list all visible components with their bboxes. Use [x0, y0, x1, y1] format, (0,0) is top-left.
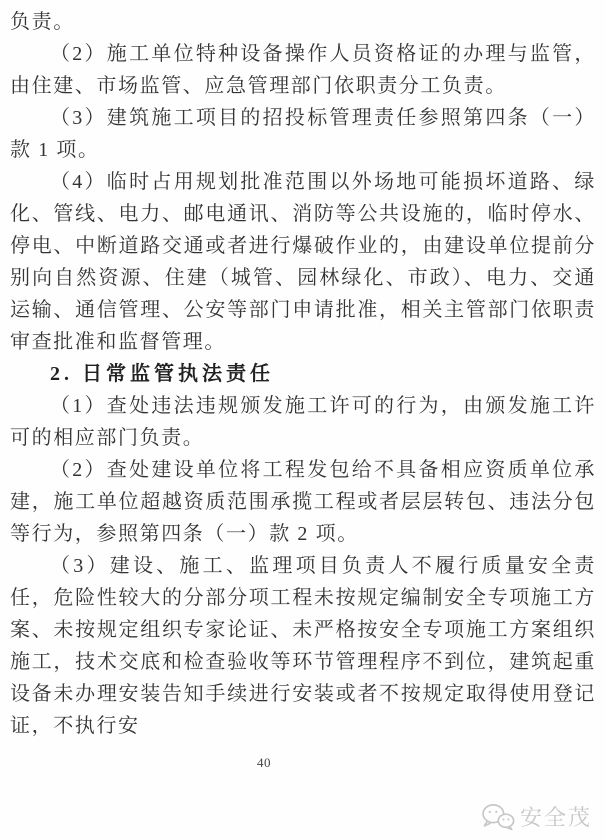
- document-body: [10, 6, 596, 742]
- list-item-2: （2）施工单位特种设备操作人员资格证的办理与监管，由住建、市场监管、应急管理部门依职责分工负责。: [10, 43, 596, 97]
- list-item-4: （4）临时占用规划批准范围以外场地可能损坏道路、绿化、管线、电力、邮电通讯、消防等公共设施的，临时停水、停电、中断道路交通或者进行爆破作业的，由建设单位提前分别向自然资源、住建（城管、园林绿化、市政）、电力、交通运输、通信管理、公安等部门申请批准，相关主管部门依职责审查批准和监督管理。: [10, 171, 596, 353]
- list-item-1b: （1）查处违法违规颁发施工许可的行为，由颁发施工许可的相应部门负责。: [10, 395, 596, 449]
- brand-watermark: [481, 801, 592, 832]
- section-heading: 2. 日常监管执法责任: [50, 363, 274, 385]
- wechat-icon: [481, 803, 515, 831]
- list-item-2b: （2）查处建设单位将工程发包给不具备相应资质单位承建，施工单位超越资质范围承揽工程或者层层转包、违法分包等行为，参照第四条（一）款 2 项。: [10, 459, 596, 545]
- list-item-3b: （3）建设、施工、监理项目负责人不履行质量安全责任，危险性较大的分部分项工程未按规定编制安全专项施工方案、未按规定组织专家论证、未严格按安全专项施工方案组织施工，技术交底和检查验收等环节管理程序不到位，建筑起重设备未办理安装告知手续进行安装或者不按规定取得使用登记证，不执行安: [10, 555, 596, 737]
- page-number: 40: [257, 755, 271, 770]
- page-footer: [0, 755, 606, 775]
- paragraph-continuation: 负责。: [10, 11, 75, 33]
- brand-name: 安全茂: [519, 805, 592, 830]
- list-item-3: （3）建筑施工项目的招投标管理责任参照第四条（一）款 1 项。: [10, 107, 596, 161]
